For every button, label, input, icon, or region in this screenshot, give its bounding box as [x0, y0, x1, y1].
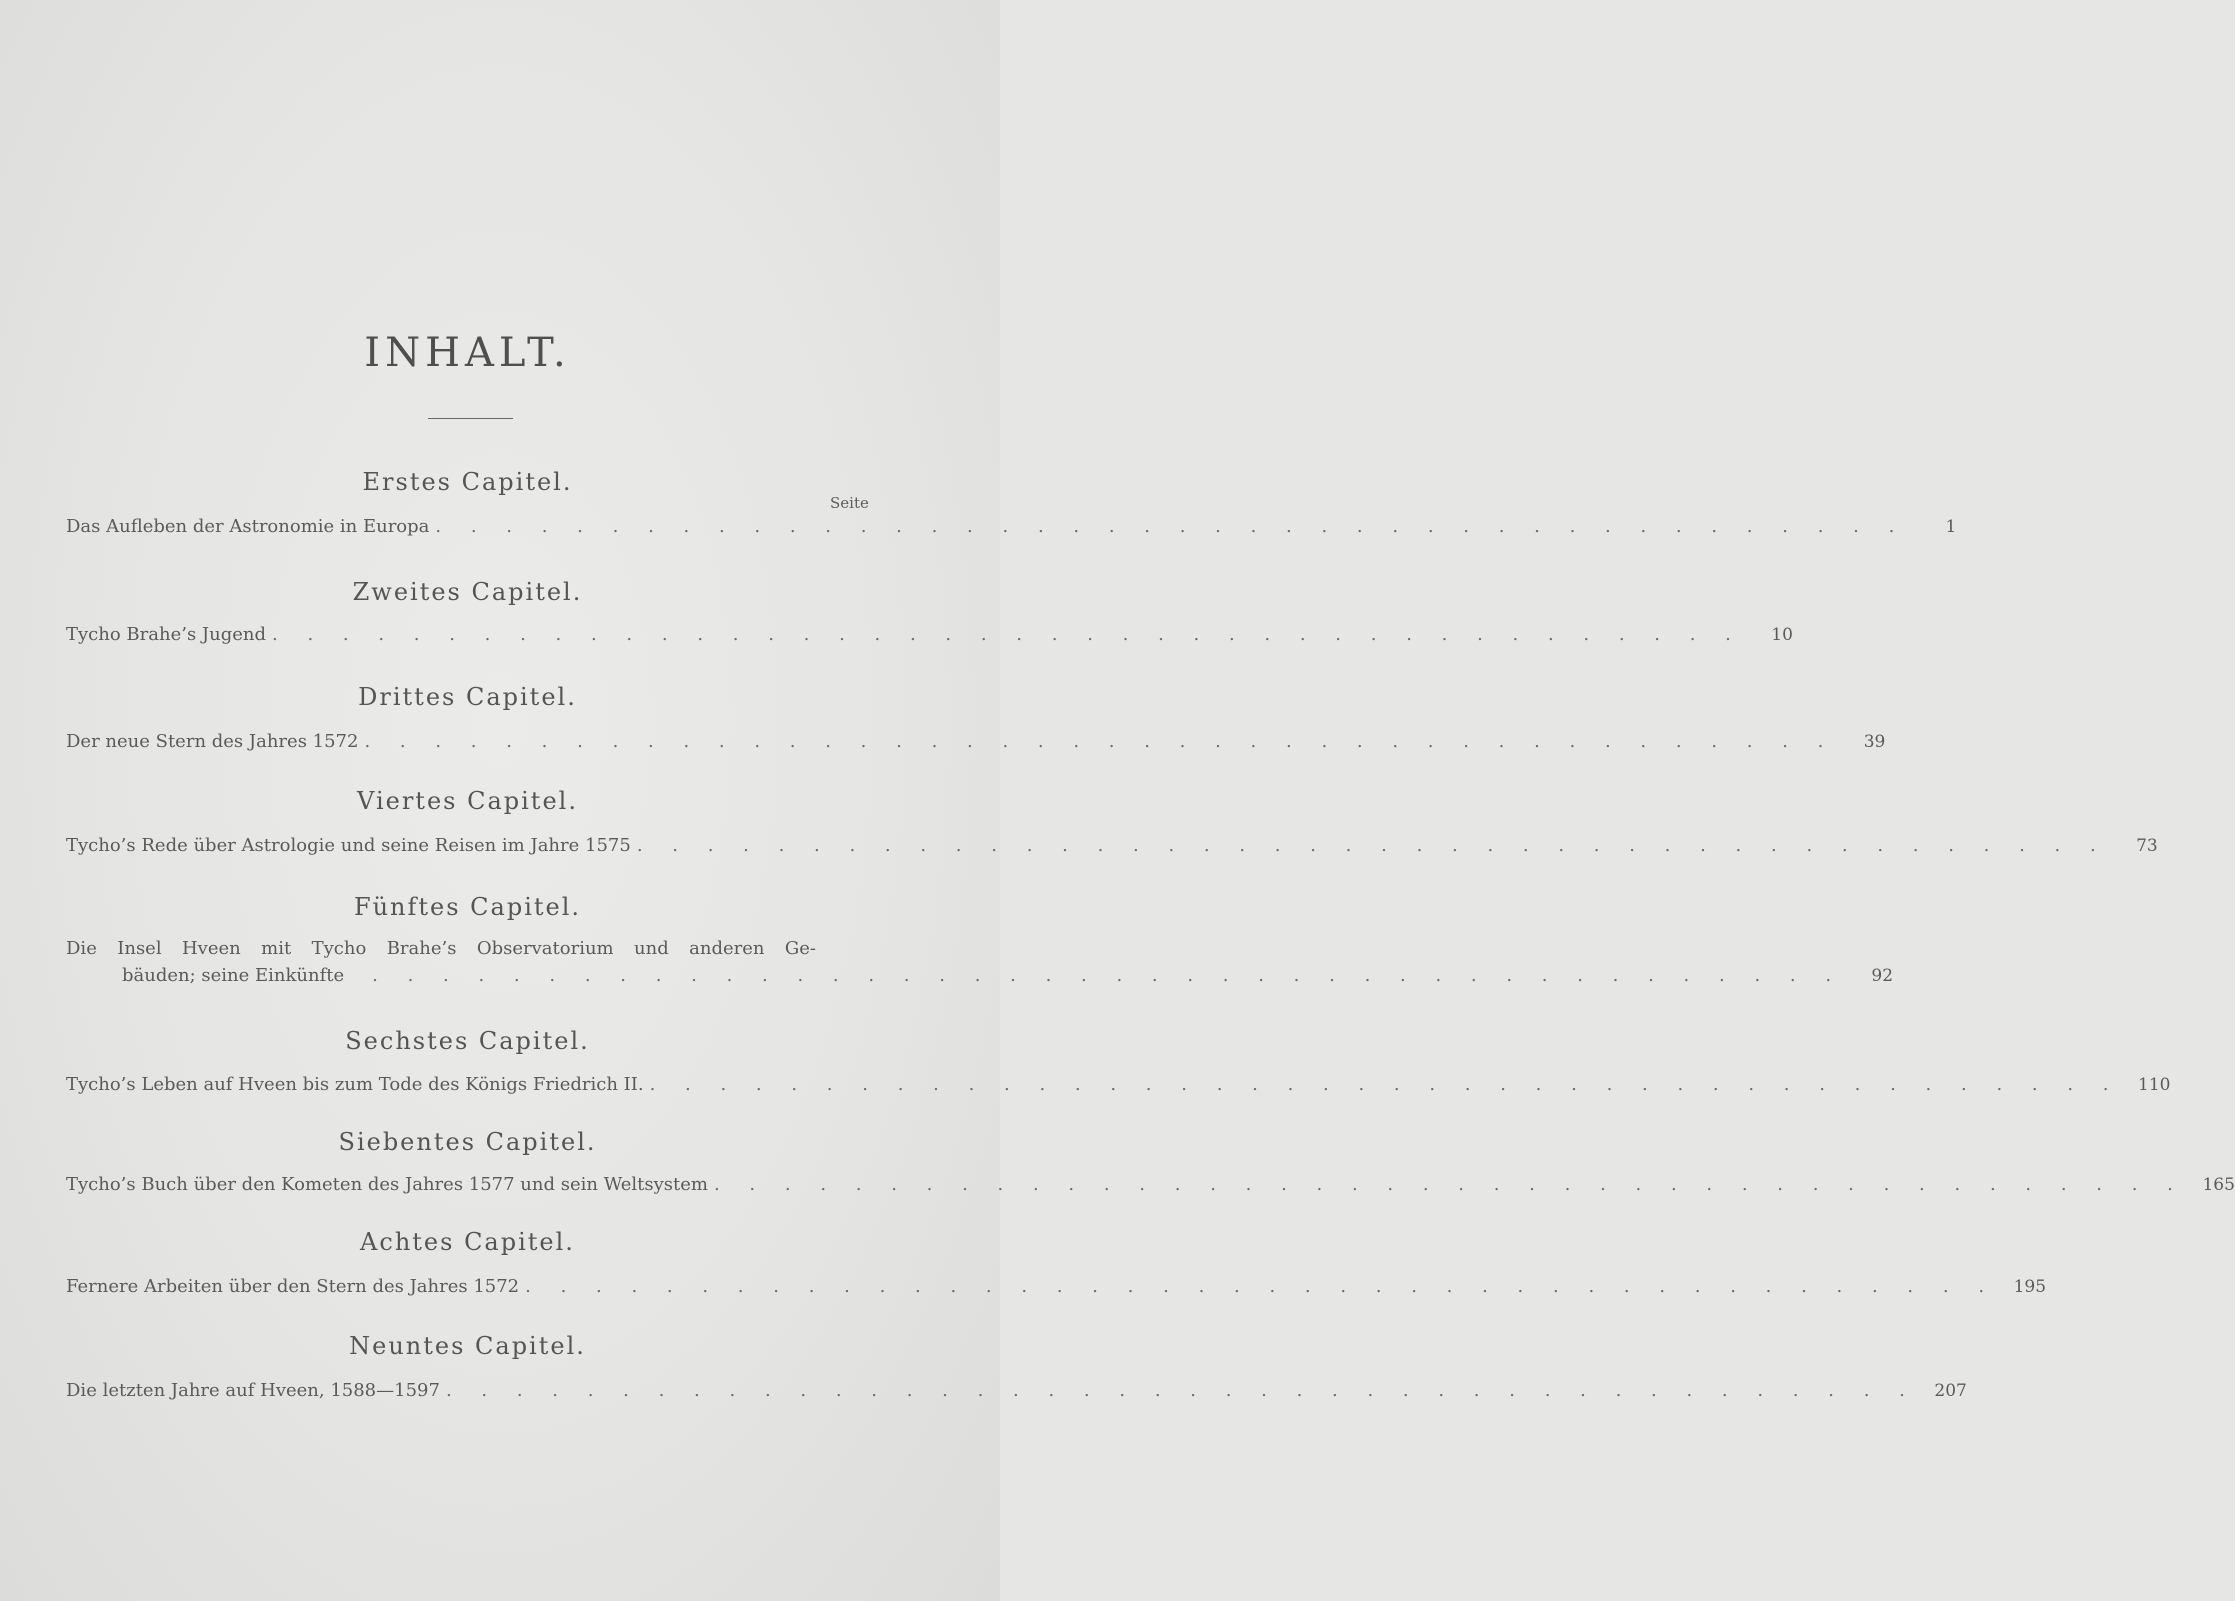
toc-entry-5[interactable]: [66, 938, 1894, 986]
chapter-heading-7: Siebentes Capitel.: [338, 1128, 597, 1156]
chapter-heading-8: Achtes Capitel.: [360, 1228, 575, 1256]
toc-entry-text-line1: Die Insel Hveen mit Tycho Brahe’s Observatorium und anderen Ge-: [66, 938, 816, 959]
toc-page-number: 195: [2013, 1277, 2047, 1297]
chapter-heading-4: Viertes Capitel.: [357, 787, 578, 815]
page-title: INHALT.: [364, 330, 571, 376]
toc-entry-text: Das Aufleben der Astronomie in Europa: [66, 516, 430, 537]
toc-page-number: 207: [1934, 1381, 1967, 1401]
toc-entry-text-line2: bäuden; seine Einkünfte: [122, 965, 345, 986]
dot-leader: . . . . . . . . . . . . . . . . . . . . . . . . . . . . . . . . . . . . . . . . . .: [272, 624, 1743, 645]
toc-page-number: 39: [1863, 732, 1886, 752]
chapter-heading-3: Drittes Capitel.: [358, 683, 577, 711]
dot-leader: . . . . . . . . . . . . . . . . . . . . . . . . . . . . . . . . . . . . . . . . . .: [372, 965, 1844, 986]
toc-entry-text: Fernere Arbeiten über den Stern des Jahres 1572: [66, 1276, 520, 1297]
toc-entry-8[interactable]: [66, 1276, 2047, 1297]
toc-entry-9[interactable]: [66, 1380, 1967, 1401]
chapter-heading-5: Fünftes Capitel.: [353, 893, 582, 921]
toc-page-number: 165: [2202, 1175, 2235, 1195]
toc-entry-text: Tycho’s Leben auf Hveen bis zum Tode des Königs Friedrich II.: [66, 1074, 644, 1095]
dot-leader: . . . . . . . . . . . . . . . . . . . . . . . . . . . . . . . . . . . . . . . . . .: [649, 1074, 2121, 1095]
toc-entry-1[interactable]: [66, 516, 1957, 537]
toc-entry-text: Tycho’s Buch über den Kometen des Jahres 1577 und sein Weltsystem: [66, 1174, 708, 1195]
toc-entry-text: Tycho Brahe’s Jugend: [66, 624, 266, 645]
chapter-heading-2: Zweites Capitel.: [352, 578, 583, 606]
page-column-label: Seite: [830, 494, 869, 512]
toc-entry-text: Die letzten Jahre auf Hveen, 1588—1597: [66, 1380, 440, 1401]
chapter-heading-6: Sechstes Capitel.: [345, 1027, 590, 1055]
title-divider: [428, 418, 513, 419]
chapter-heading-9: Neuntes Capitel.: [349, 1332, 586, 1360]
toc-page-number: 1: [1945, 517, 1957, 537]
toc-entry-7[interactable]: [66, 1174, 2235, 1195]
toc-page-number: 10: [1771, 625, 1793, 645]
toc-page-number: 92: [1871, 966, 1894, 986]
toc-entry-text: Der neue Stern des Jahres 1572: [66, 731, 359, 752]
toc-page-number: 110: [2138, 1075, 2171, 1095]
toc-entry-4[interactable]: [66, 835, 2158, 856]
chapter-heading-1: Erstes Capitel.: [362, 468, 573, 496]
dot-leader: . . . . . . . . . . . . . . . . . . . . . . . . . . . . . . . . . . . . . . . . . .: [636, 835, 2108, 856]
dot-leader: . . . . . . . . . . . . . . . . . . . . . . . . . . . . . . . . . . . . . . . . . .: [713, 1174, 2185, 1195]
dot-leader: . . . . . . . . . . . . . . . . . . . . . . . . . . . . . . . . . . . . . . . . . .: [364, 731, 1836, 752]
toc-entry-line2-row: [66, 965, 1894, 986]
toc-entry-6[interactable]: [66, 1074, 2171, 1095]
toc-page-number: 73: [2136, 836, 2158, 856]
toc-entry-2[interactable]: [66, 624, 1793, 645]
dot-leader: . . . . . . . . . . . . . . . . . . . . . . . . . . . . . . . . . . . . . . . . . .: [445, 1380, 1917, 1401]
toc-entry-text: Tycho’s Rede über Astrologie und seine Reisen im Jahre 1575: [66, 835, 631, 856]
toc-entry-3[interactable]: [66, 731, 1886, 752]
dot-leader: . . . . . . . . . . . . . . . . . . . . . . . . . . . . . . . . . . . . . . . . . .: [435, 516, 1907, 537]
dot-leader: . . . . . . . . . . . . . . . . . . . . . . . . . . . . . . . . . . . . . . . . . .: [525, 1276, 1997, 1297]
